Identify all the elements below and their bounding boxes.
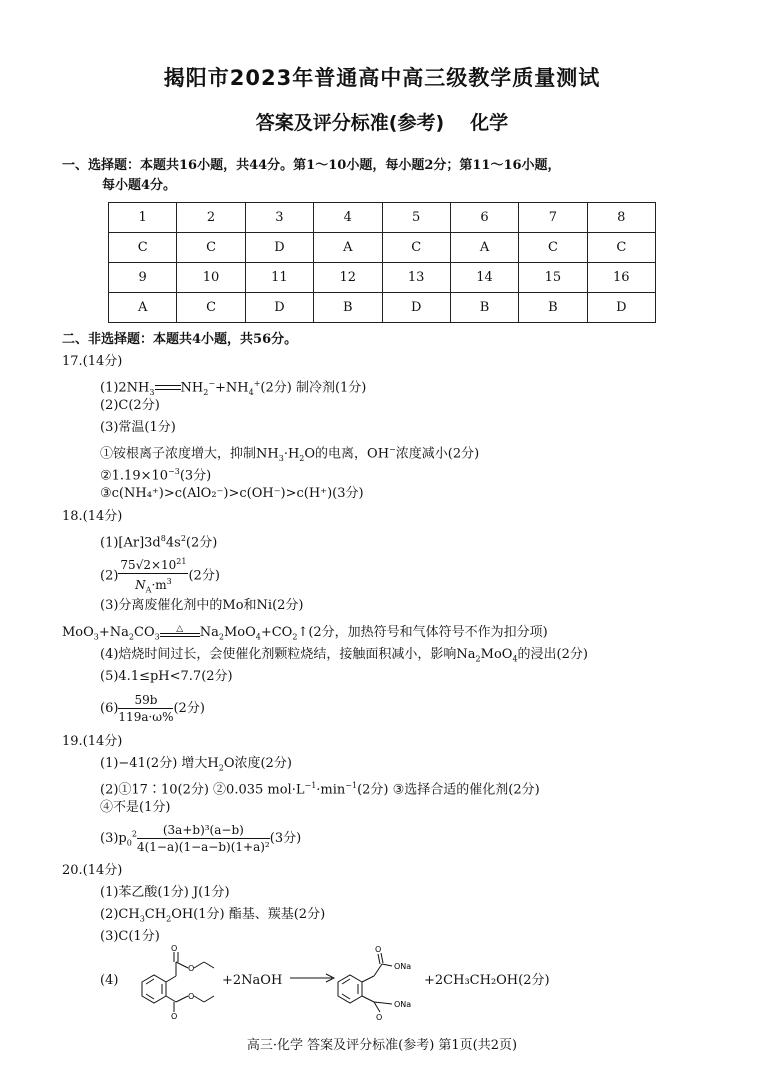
q20-line2: $(2)CH_3CH_2OH(1$分) 酯基、羰基(2分) <box>100 907 326 924</box>
section1-heading <box>62 156 561 196</box>
q17-line4: ①铵根离子浓度增大，抑制$NH_3\cdot H_2O$的电离，OH−浓度减小(2分) <box>100 445 480 463</box>
q18-l7den: 119a·ω% <box>118 710 174 724</box>
q19-l1a: (1)−41(2分) 增大H <box>100 756 219 771</box>
table-cell: D <box>245 293 313 323</box>
table-cell: 1 <box>109 203 177 233</box>
section2-heading: 二、非选择题：本题共4小题，共56分。 <box>62 332 298 347</box>
oxygen-label: O <box>375 945 382 954</box>
table-cell: 4 <box>314 203 382 233</box>
table-cell: C <box>382 233 450 263</box>
q18-l1b: 4s <box>165 535 181 551</box>
table-cell: 11 <box>245 263 313 293</box>
table-cell: 6 <box>450 203 518 233</box>
q18-l4c: CO <box>134 625 155 640</box>
q18-l2den2: ·m <box>151 578 167 592</box>
table-row <box>109 233 656 263</box>
q18-line7 <box>100 692 205 725</box>
table-cell: A <box>314 233 382 263</box>
table-cell: C <box>177 233 245 263</box>
q18-l2exp: 21 <box>176 557 187 566</box>
q19-l2a: (2)①17∶10(2分) ②0.035 mol·L <box>100 782 305 798</box>
q20-line4-label: (4) <box>100 973 119 988</box>
q18-l5a: (4)焙烧时间过长，会使催化剂颗粒烧结，接触面积减小，影响Na <box>100 647 476 662</box>
q20-heading: 20.(14分) <box>62 863 123 878</box>
table-cell: B <box>519 293 587 323</box>
q17-l4a: ①铵根离子浓度增大，抑制NH <box>100 446 279 462</box>
table-cell: 12 <box>314 263 382 293</box>
q19-line2: (2)①17∶10(2分) ②0.035 $mol\cdot L^{-1}\cdot\min^{-1}(2$分) ③选择合适的催化剂(2分) <box>100 781 540 798</box>
q17-l1a: (1)2NH <box>100 380 150 396</box>
q18-l5b: MoO <box>480 647 513 662</box>
table-row <box>109 263 656 293</box>
table-cell: 10 <box>177 263 245 293</box>
q17-l5: ②1.19×10 <box>100 468 169 484</box>
q20-line1: (1)苯乙酸(1分) J(1分) <box>100 885 230 900</box>
q18-l7pre: (6) <box>100 701 119 716</box>
subtitle-text: 答案及评分标准(参考) <box>255 112 445 134</box>
q19-l4den: 4(1−a)(1−a−b)(1+a)² <box>136 840 270 854</box>
q17-l4c: O的电离，OH <box>304 446 390 462</box>
q19-l1b: O浓度(2分) <box>223 756 292 771</box>
q18-l4g: ↑(2分，加热符号和气体符号不作为扣分项) <box>297 625 548 640</box>
q19-l4pre: (3)p <box>100 831 127 846</box>
table-cell: 9 <box>109 263 177 293</box>
q18-l2post: (2分) <box>188 568 220 584</box>
table-cell: 2 <box>177 203 245 233</box>
q18-line5: (4)焙烧时间过长，会使催化剂颗粒烧结，接触面积减小，影响$Na_2MoO_4$的浸出(2分) <box>100 647 588 664</box>
q18-l4b: +Na <box>98 625 129 640</box>
q18-l4a: MoO <box>62 625 94 640</box>
q19-l4post: (3分) <box>269 831 302 846</box>
q17-l1c: +NH <box>215 380 249 396</box>
page-title: 揭阳市2023年普通高中高三级教学质量测试 <box>163 66 601 90</box>
reactant-structure <box>120 944 220 1021</box>
q18-line1: $(1)[Ar]3d^84s^2(2$分) <box>100 534 218 551</box>
q17-line2: (2)C(2分) <box>100 398 160 413</box>
q17-l1b: NH <box>180 380 204 396</box>
table-cell: C <box>519 233 587 263</box>
q17-heading: 17.(14分) <box>62 354 123 369</box>
page-subtitle <box>0 108 764 135</box>
q17-l5b: (3分) <box>179 468 212 484</box>
q17-l4d: 浓度减小(2分) <box>395 446 480 462</box>
q20-l2a: (2)CH <box>100 907 140 922</box>
table-cell: 5 <box>382 203 450 233</box>
q19-l2b: ·min <box>316 782 346 798</box>
table-cell: D <box>587 293 655 323</box>
q18-l1c: (2分) <box>185 535 218 551</box>
table-row <box>109 203 656 233</box>
q17-line6: ③c(NH₄⁺)>c(AlO₂⁻)>c(OH⁻)>c(H⁺)(3分) <box>100 486 364 501</box>
q18-l2den: N <box>135 578 146 592</box>
ona-label: ONa <box>394 962 412 971</box>
table-cell: C <box>109 233 177 263</box>
table-cell: 13 <box>382 263 450 293</box>
q18-l1: (1)[Ar]3d <box>100 535 161 551</box>
table-cell: 14 <box>450 263 518 293</box>
q19-line3: ④不是(1分) <box>100 800 171 815</box>
q19-l4num: (3a+b)³(a−b) <box>137 822 270 839</box>
table-cell: C <box>587 233 655 263</box>
table-cell: 16 <box>587 263 655 293</box>
q18-l2num: 75√2×10 <box>120 558 177 572</box>
table-cell: B <box>314 293 382 323</box>
equilibrium-arrow-icon <box>155 383 181 393</box>
q18-heading: 18.(14分) <box>62 509 123 524</box>
q17-l4b: ·H <box>283 446 300 462</box>
page-footer: 高三·化学 答案及评分标准(参考) 第1页(共2页) <box>246 1038 518 1053</box>
q18-l2pre: (2) <box>100 568 119 584</box>
q18-line3: (3)分离废催化剂中的Mo和Ni(2分) <box>100 598 304 613</box>
q17-line5 <box>100 463 211 485</box>
table-cell: D <box>382 293 450 323</box>
table-cell: A <box>109 293 177 323</box>
q20-naoh-text: +2NaOH <box>222 973 283 988</box>
q20-ethanol-text: +2CH₃CH₂OH(2分) <box>424 973 550 988</box>
table-cell: 15 <box>519 263 587 293</box>
q18-density-fraction: $\frac{75√2\times 10^{21}}{N_A\cdot m^3}$ <box>118 554 188 598</box>
q19-l2c: (2分) ③选择合适的催化剂(2分) <box>357 782 540 798</box>
q18-l7post: (2分) <box>173 701 205 716</box>
q19-heading: 19.(14分) <box>62 734 123 749</box>
q19-line1: (1)−41(2分) 增大$H_2O$浓度(2分) <box>100 756 292 773</box>
section1-heading-line1: 一、选择题：本题共16小题，共44分。第1～10小题，每小题2分；第11～16小题， <box>62 158 561 173</box>
q18-line2 <box>100 554 220 598</box>
q18-l4f: +CO <box>260 625 293 640</box>
table-cell: D <box>245 233 313 263</box>
table-cell: 8 <box>587 203 655 233</box>
q17-l1d: (2分) 制冷剂(1分) <box>260 380 367 396</box>
q20-l2c: OH(1分) 酯基、羰基(2分) <box>171 907 326 922</box>
q17-l5exp: −3 <box>168 467 180 476</box>
oxygen-label: O <box>376 1013 383 1022</box>
section1-heading-line2: 每小题4分。 <box>102 178 177 193</box>
product-structure <box>328 944 428 1022</box>
table-cell: C <box>177 293 245 323</box>
q18-line6: (5)4.1≤pH<7.7(2分) <box>100 669 233 684</box>
q18-l4d: Na <box>199 625 219 640</box>
subject-text: 化学 <box>470 112 509 134</box>
table-cell: A <box>450 233 518 263</box>
q20-line3: (3)C(1分) <box>100 929 160 944</box>
q18-l5c: 的浸出(2分) <box>517 647 588 662</box>
q17-line1: $(1)2NH_3$ $NH_2^-+NH_4^+(2$分) 制冷剂(1分) <box>100 379 367 397</box>
heating-arrow-icon: △ <box>160 626 200 640</box>
oxygen-label: O <box>188 992 195 1001</box>
q19-line4: $(3)p_0^2$ $\frac{\text{(3a+b)³(a−b)}}{\text{4(1−a)(1−a−b)(1+a)²}}$ (3分) <box>100 823 302 854</box>
q18-purity-fraction <box>118 692 173 725</box>
q18-line4: $MoO_3+Na_2CO_3$ △ $Na_2MoO_4+CO_2↑(2$分，加热符号和气体符号不作为扣分项) <box>62 623 548 642</box>
q18-l7num: 59b <box>118 692 173 709</box>
q20-l2b: CH <box>144 907 167 922</box>
q18-l4e: MoO <box>223 625 256 640</box>
table-cell: B <box>450 293 518 323</box>
table-cell: 7 <box>519 203 587 233</box>
ona-label: ONa <box>394 1000 412 1009</box>
answer-table <box>108 202 656 323</box>
q17-line3: (3)常温(1分) <box>100 420 176 435</box>
oxygen-label: O <box>188 964 195 973</box>
table-cell: 3 <box>245 203 313 233</box>
oxygen-label: O <box>171 1012 178 1021</box>
table-row <box>109 293 656 323</box>
oxygen-label: O <box>171 944 178 953</box>
q19-kp-fraction <box>137 822 270 855</box>
